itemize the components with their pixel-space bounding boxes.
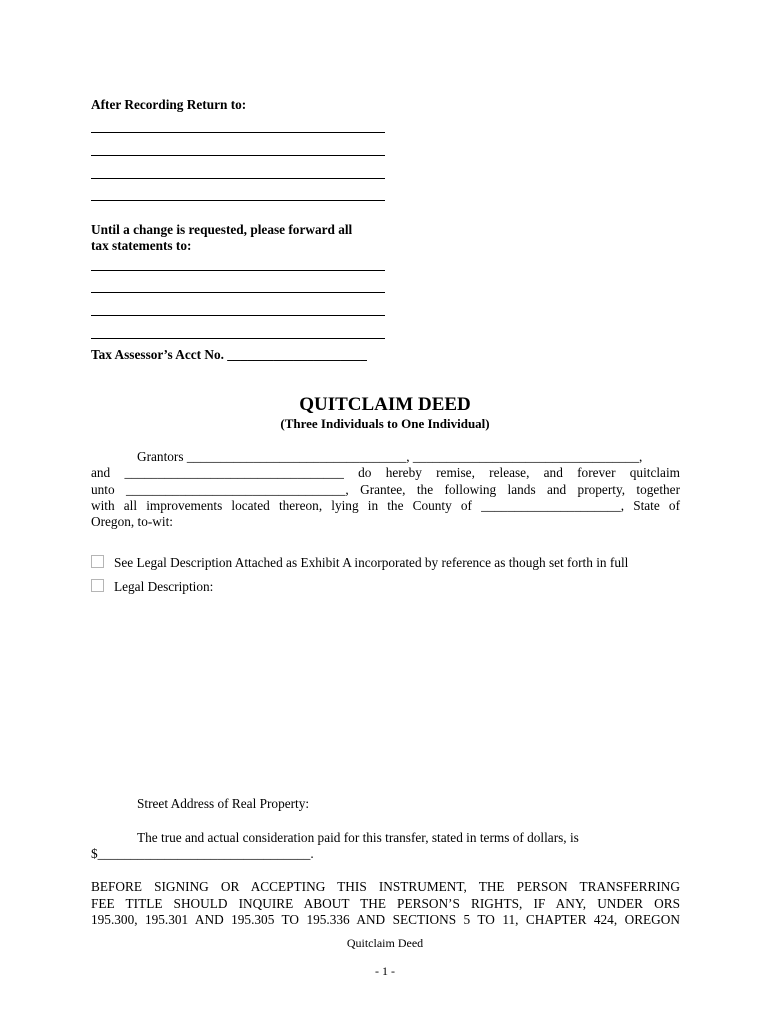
body-line-2: and _________________________________ do hereby remise, release, and forever quitclaim [91,465,680,480]
tax-address-line-4[interactable] [91,338,385,339]
return-address-line-1[interactable] [91,132,385,133]
exhibit-a-checkbox[interactable] [91,555,104,568]
body-line-3: unto _________________________________, Grantee, the following lands and property, together [91,482,680,497]
tax-address-line-2[interactable] [91,292,385,293]
warning-line-1: BEFORE SIGNING OR ACCEPTING THIS INSTRUMENT, THE PERSON TRANSFERRING [91,879,680,894]
return-address-line-2[interactable] [91,155,385,156]
return-to-heading: After Recording Return to: [91,97,247,112]
tax-assessor-acct-field[interactable]: Tax Assessor’s Acct No. _____________________ [91,347,367,362]
warning-line-2: FEE TITLE SHOULD INQUIRE ABOUT THE PERSON’S RIGHTS, IF ANY, UNDER ORS [91,896,680,911]
warning-line-3: 195.300, 195.301 AND 195.305 TO 195.336 AND SECTIONS 5 TO 11, CHAPTER 424, OREGON [91,912,680,927]
tax-statements-heading-line-2: tax statements to: [91,238,192,253]
grantors-line[interactable]: Grantors _________________________________, __________________________________, [137,449,643,464]
document-subtitle: (Three Individuals to One Individual) [280,416,490,431]
page-number: - 1 - [375,964,395,978]
tax-statements-heading-line-1: Until a change is requested, please forward all [91,222,353,237]
body-line-4: with all improvements located thereon, lying in the County of _____________________, State of [91,498,680,513]
consideration-amount-field[interactable]: $________________________________. [91,846,314,861]
legal-description-label: Legal Description: [114,579,214,594]
street-address-label: Street Address of Real Property: [137,796,310,811]
document-title: QUITCLAIM DEED [299,394,471,415]
tax-address-line-1[interactable] [91,270,385,271]
return-address-line-3[interactable] [91,178,385,179]
consideration-text: The true and actual consideration paid for this transfer, stated in terms of dollars, is [137,830,579,845]
tax-address-line-3[interactable] [91,315,385,316]
footer-document-name: Quitclaim Deed [346,936,424,950]
legal-description-checkbox[interactable] [91,579,104,592]
return-address-line-4[interactable] [91,200,385,201]
body-line-5: Oregon, to-wit: [91,514,173,529]
exhibit-a-label: See Legal Description Attached as Exhibit A incorporated by reference as though set forth in full [114,555,629,570]
